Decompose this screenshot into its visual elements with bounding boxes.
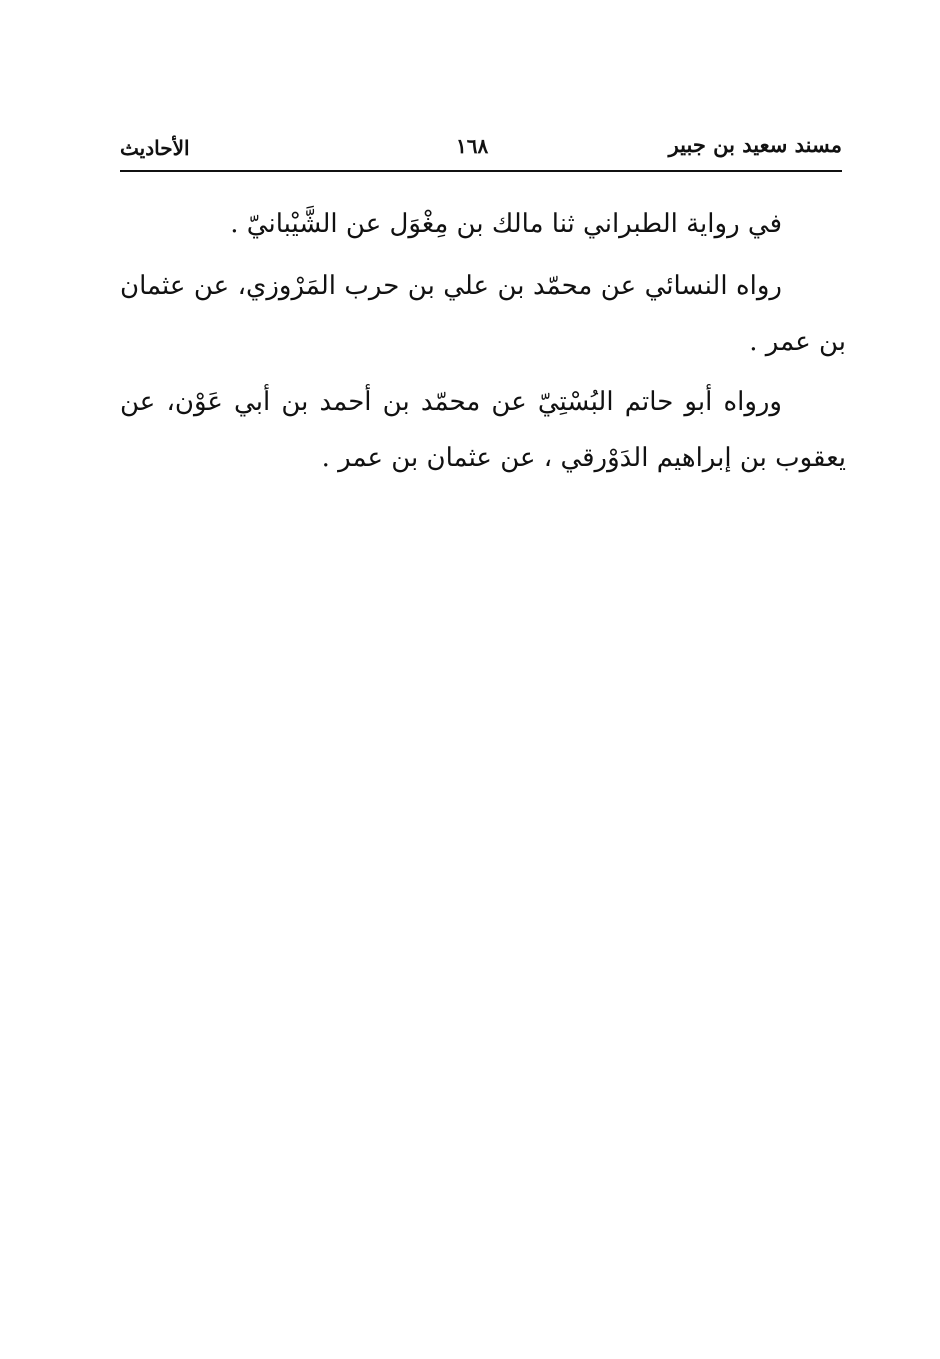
main-text [120, 196, 846, 490]
paragraph: ورواه أبو حاتم البُسْتِيّ عن محمّد بن أحمد بن أبي عَوْن، عن يعقوب بن إبراهيم الدَوْرقي ، عن عثمان بن عمر . [120, 387, 846, 473]
running-header [120, 132, 842, 172]
paragraph: رواه النسائي عن محمّد بن علي بن حرب المَرْوزي، عن عثمان بن عمر . [120, 271, 846, 357]
book-title: مسند سعيد بن جبير [668, 132, 842, 157]
section-title: الأحاديث [120, 136, 190, 160]
page-number: ١٦٨ [456, 134, 489, 158]
paragraph: في رواية الطبراني ثنا مالك بن مِغْوَل عن الشَّيْبانيّ . [230, 209, 782, 239]
header-divider [120, 170, 842, 172]
